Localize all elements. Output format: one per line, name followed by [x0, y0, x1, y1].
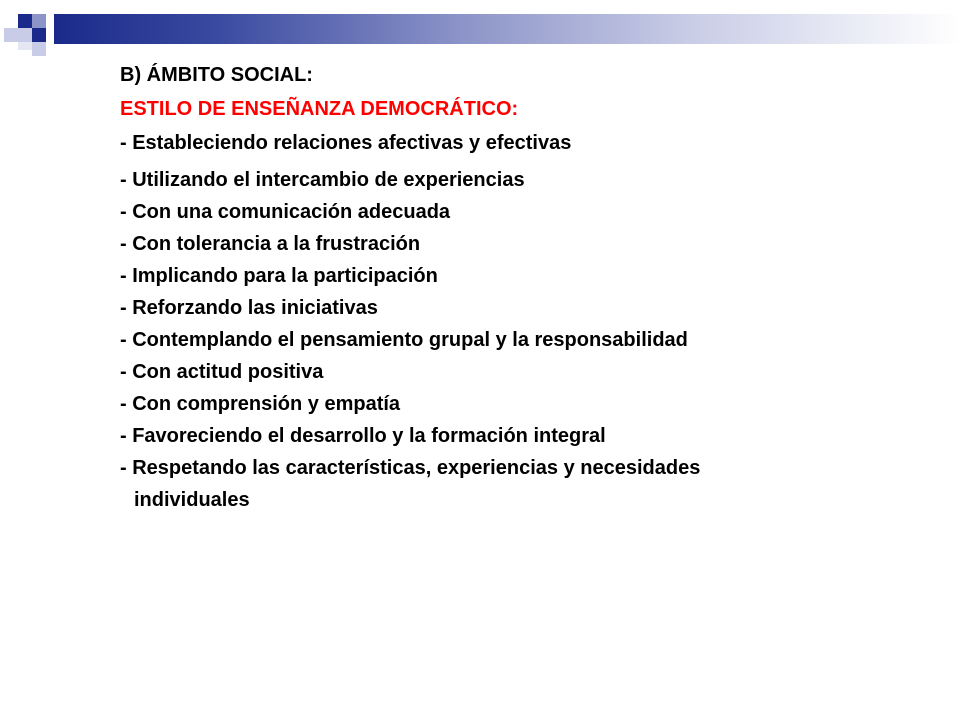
- list-item: - Reforzando las iniciativas: [120, 297, 378, 319]
- list-item-last-text: - Respetando las características, experiencias y necesidades: [120, 457, 701, 479]
- list-item: - Con tolerancia a la frustración: [120, 233, 421, 255]
- decor-square: [32, 28, 46, 42]
- list-item: - Contemplando el pensamiento grupal y la responsabilidad: [120, 329, 688, 351]
- list-item: - Con actitud positiva: [120, 361, 324, 383]
- list-item: - Implicando para la participación: [120, 265, 438, 287]
- list-item-last-continuation: individuales: [134, 489, 250, 511]
- list-item-last: [120, 452, 920, 516]
- list-item: - Con una comunicación adecuada: [120, 201, 451, 223]
- slide-content: [120, 60, 920, 516]
- bullet-list: [120, 164, 920, 516]
- section-subheading: ESTILO DE ENSEÑANZA DEMOCRÁTICO:: [120, 98, 519, 120]
- list-item: - Favoreciendo el desarrollo y la formación integral: [120, 425, 606, 447]
- decor-square: [18, 28, 32, 42]
- decor-square: [32, 42, 46, 56]
- decor-square: [32, 14, 46, 28]
- section-heading: B) ÁMBITO SOCIAL:: [120, 64, 313, 86]
- decor-square: [4, 28, 18, 42]
- list-item: - Con comprensión y empatía: [120, 393, 401, 415]
- decor-square: [18, 14, 32, 28]
- list-item-first: - Estableciendo relaciones afectivas y efectivas: [120, 132, 572, 154]
- list-item: - Utilizando el intercambio de experiencias: [120, 169, 525, 191]
- header-gradient-bar: [54, 14, 960, 44]
- decor-square: [18, 42, 32, 50]
